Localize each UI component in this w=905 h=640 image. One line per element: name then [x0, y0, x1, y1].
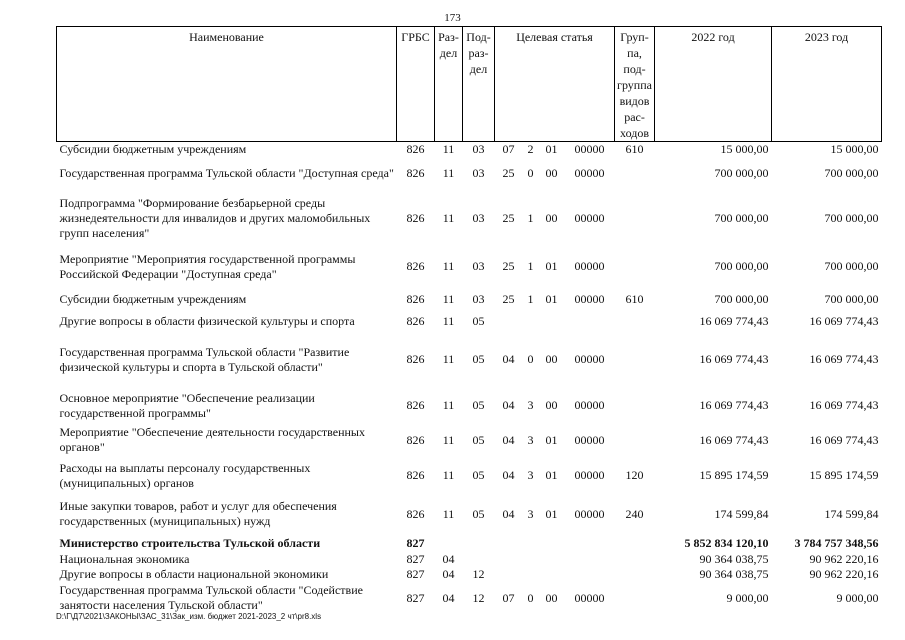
- row-target-subprogram: 3: [527, 468, 534, 482]
- row-podrazdel: 12: [472, 567, 485, 581]
- row-grbs: 826: [406, 210, 425, 225]
- row-target-subprogram: 1: [527, 291, 534, 306]
- row-target-subprogram: 1: [527, 259, 534, 273]
- row-target-event: [539, 311, 565, 331]
- row-razdel: 11: [442, 398, 455, 412]
- row-target-subprogram: 3: [527, 432, 534, 447]
- row-target-subprogram: [523, 567, 539, 582]
- row-target-program: 25: [502, 210, 515, 225]
- row-razdel: 11: [442, 506, 455, 521]
- row-target-program: [495, 552, 523, 567]
- row-podrazdel: 05: [472, 432, 485, 447]
- row-target-program: [495, 311, 523, 331]
- row-target-direction: 00000: [574, 432, 605, 447]
- row-amount-2023: 174 599,84: [824, 506, 879, 521]
- row-amount-2023: 16 069 774,43: [809, 432, 879, 447]
- row-amount-2022: 174 599,84: [714, 506, 769, 521]
- row-target-event: 01: [545, 142, 558, 156]
- row-razdel: 11: [442, 313, 455, 328]
- table-body: [57, 142, 882, 615]
- row-podrazdel: 05: [472, 313, 485, 328]
- footer-file-path: D:\Г\Д7\2021\ЗАКОНЫ\ЗАС_31\Зак_изм. бюджет 2021-2023_2 чт\pr8.xls: [56, 612, 322, 621]
- row-name: Субсидии бюджетным учреждениям: [59, 291, 247, 306]
- row-target-direction: 00000: [574, 291, 605, 306]
- page-number: 173: [444, 12, 461, 24]
- row-amount-2022: 15 000,00: [720, 142, 769, 156]
- table-row: [57, 567, 882, 582]
- budget-table: [56, 26, 882, 614]
- row-target-program: 04: [502, 506, 515, 521]
- row-target-direction: [565, 534, 615, 552]
- table-row: [57, 552, 882, 567]
- row-target-subprogram: 0: [527, 166, 534, 180]
- row-target-direction: [565, 567, 615, 582]
- row-podrazdel: 03: [472, 166, 485, 180]
- row-razdel: 04: [442, 552, 455, 566]
- row-target-program: [495, 567, 523, 582]
- row-name: Расходы на выплаты персоналу государственных (муниципальных) органов: [59, 460, 311, 490]
- row-amount-2023: 90 962 220,16: [809, 552, 879, 566]
- row-expense-group: [615, 388, 655, 423]
- row-expense-group: [615, 157, 655, 190]
- row-amount-2022: 16 069 774,43: [699, 352, 769, 366]
- row-amount-2023: 700 000,00: [824, 259, 879, 273]
- row-grbs: 826: [406, 398, 425, 412]
- row-grbs: 826: [406, 432, 425, 447]
- row-grbs: 826: [406, 259, 425, 273]
- row-target-event: 00: [545, 352, 558, 366]
- row-podrazdel: 05: [472, 398, 485, 412]
- row-name: Национальная экономика: [59, 552, 190, 566]
- table-row: [57, 582, 882, 614]
- row-amount-2022: 90 364 038,75: [699, 567, 769, 581]
- row-target-program: 04: [502, 432, 515, 447]
- row-podrazdel: 03: [472, 210, 485, 225]
- row-target-direction: 00000: [574, 468, 605, 482]
- row-target-event: 01: [545, 432, 558, 447]
- row-target-subprogram: 3: [527, 506, 534, 521]
- row-grbs: 826: [406, 166, 425, 180]
- row-target-subprogram: [523, 552, 539, 567]
- row-target-subprogram: [523, 534, 539, 552]
- table-row: [57, 246, 882, 287]
- row-target-direction: [565, 552, 615, 567]
- row-razdel: 11: [442, 352, 455, 366]
- row-amount-2023: 700 000,00: [824, 210, 879, 225]
- row-expense-group: [615, 190, 655, 246]
- row-name: Мероприятие "Мероприятия государственной программы Российской Федерации "Доступная среда": [59, 251, 356, 281]
- row-expense-group: [615, 552, 655, 567]
- row-target-event: 00: [545, 398, 558, 412]
- row-target-subprogram: 2: [527, 142, 534, 156]
- row-target-subprogram: 0: [527, 590, 534, 605]
- header-target: Целевая статья: [495, 27, 615, 142]
- row-amount-2022: 16 069 774,43: [699, 398, 769, 412]
- row-amount-2023: 700 000,00: [824, 291, 879, 306]
- row-grbs: 827: [406, 535, 425, 550]
- row-expense-group: [615, 246, 655, 287]
- row-target-direction: 00000: [574, 259, 605, 273]
- row-target-event: 00: [545, 210, 558, 225]
- row-razdel: 11: [442, 291, 455, 306]
- row-name: Министерство строительства Тульской области: [59, 535, 321, 550]
- header-podrazdel: Под-раз-дел: [463, 27, 495, 142]
- table-row: [57, 287, 882, 311]
- row-expense-group: 610: [625, 291, 644, 306]
- row-target-event: 01: [545, 468, 558, 482]
- row-target-program: 04: [502, 468, 515, 482]
- row-podrazdel: 12: [472, 590, 485, 605]
- row-grbs: 826: [406, 506, 425, 521]
- table-row: [57, 331, 882, 388]
- row-target-event: 01: [545, 259, 558, 273]
- row-target-program: [495, 534, 523, 552]
- header-razdel: Раз-дел: [435, 27, 463, 142]
- row-razdel: 11: [442, 166, 455, 180]
- row-razdel: 11: [442, 210, 455, 225]
- header-grbs: ГРБС: [397, 27, 435, 142]
- row-grbs: 827: [406, 567, 425, 581]
- table-row: [57, 190, 882, 246]
- row-name: Другие вопросы в области физической культуры и спорта: [59, 313, 355, 328]
- row-amount-2022: 700 000,00: [714, 166, 769, 180]
- row-grbs: 826: [406, 291, 425, 306]
- row-podrazdel: 05: [472, 506, 485, 521]
- row-amount-2022: 16 069 774,43: [699, 313, 769, 328]
- row-razdel: 04: [442, 590, 455, 605]
- row-amount-2023: 3 784 757 348,56: [794, 535, 879, 550]
- row-expense-group: [615, 567, 655, 582]
- row-expense-group: 240: [625, 506, 644, 521]
- row-razdel: 04: [442, 567, 455, 581]
- row-target-direction: 00000: [574, 398, 605, 412]
- row-amount-2022: 700 000,00: [714, 210, 769, 225]
- row-podrazdel: 05: [472, 468, 485, 482]
- row-name: Субсидии бюджетным учреждениям: [59, 142, 247, 156]
- row-amount-2023: 700 000,00: [824, 166, 879, 180]
- header-group: Груп-па, под-группа видов рас-ходов: [615, 27, 655, 142]
- row-razdel: 11: [442, 142, 455, 156]
- header-name: Наименование: [57, 27, 397, 142]
- row-grbs: 826: [406, 313, 425, 328]
- row-target-direction: 00000: [574, 590, 605, 605]
- row-amount-2023: 15 895 174,59: [809, 468, 879, 482]
- row-name: Мероприятие "Обеспечение деятельности государственных органов": [59, 425, 365, 454]
- row-target-direction: 00000: [574, 506, 605, 521]
- row-amount-2023: 15 000,00: [830, 142, 879, 156]
- row-razdel: 11: [442, 432, 455, 447]
- row-grbs: 826: [406, 468, 425, 482]
- row-grbs: 826: [406, 142, 425, 156]
- row-razdel: [435, 534, 463, 552]
- row-expense-group: [615, 311, 655, 331]
- row-target-program: 07: [502, 590, 515, 605]
- row-target-subprogram: 3: [527, 398, 534, 412]
- row-target-program: 04: [502, 398, 515, 412]
- row-amount-2022: 9 000,00: [726, 590, 769, 605]
- row-target-event: [539, 567, 565, 582]
- table-row: [57, 423, 882, 457]
- row-target-event: [539, 534, 565, 552]
- row-name: Подпрограмма "Формирование безбарьерной среды жизнедеятельности для инвалидов и других маломобильных групп населения": [59, 195, 371, 240]
- row-target-direction: 00000: [574, 210, 605, 225]
- table-row: [57, 142, 882, 158]
- row-name: Государственная программа Тульской области "Содействие занятости населения Тульской области": [59, 583, 363, 612]
- row-amount-2022: 5 852 834 120,10: [684, 535, 769, 550]
- row-grbs: 827: [406, 590, 425, 605]
- row-target-event: [539, 552, 565, 567]
- row-target-event: 01: [545, 506, 558, 521]
- row-expense-group: [615, 582, 655, 614]
- row-name: Иные закупки товаров, работ и услуг для обеспечения государственных (муниципальных) нужд: [59, 499, 337, 528]
- row-expense-group: [615, 331, 655, 388]
- row-target-subprogram: 0: [527, 352, 534, 366]
- table-row: [57, 157, 882, 190]
- row-podrazdel: [463, 552, 495, 567]
- row-podrazdel: [463, 534, 495, 552]
- row-target-program: 25: [502, 259, 515, 273]
- table-row: [57, 388, 882, 423]
- table-header-row: [57, 27, 882, 142]
- row-target-program: 04: [502, 352, 515, 366]
- row-amount-2022: 700 000,00: [714, 259, 769, 273]
- row-amount-2023: 9 000,00: [836, 590, 879, 605]
- row-amount-2023: 16 069 774,43: [809, 313, 879, 328]
- row-expense-group: 610: [625, 142, 644, 156]
- row-grbs: 826: [406, 352, 425, 366]
- row-expense-group: 120: [625, 468, 644, 482]
- row-name: Основное мероприятие "Обеспечение реализации государственной программы": [59, 390, 315, 420]
- row-expense-group: [615, 423, 655, 457]
- row-target-event: 00: [545, 590, 558, 605]
- table-row: [57, 534, 882, 552]
- row-target-direction: 00000: [574, 352, 605, 366]
- row-target-direction: [565, 311, 615, 331]
- row-target-direction: 00000: [574, 166, 605, 180]
- row-podrazdel: 03: [472, 142, 485, 156]
- row-amount-2022: 700 000,00: [714, 291, 769, 306]
- row-target-event: 01: [545, 291, 558, 306]
- row-razdel: 11: [442, 468, 455, 482]
- row-amount-2023: 16 069 774,43: [809, 398, 879, 412]
- row-target-subprogram: 1: [527, 210, 534, 225]
- row-expense-group: [615, 534, 655, 552]
- row-amount-2022: 16 069 774,43: [699, 432, 769, 447]
- header-2022: 2022 год: [655, 27, 772, 142]
- row-amount-2023: 90 962 220,16: [809, 567, 879, 581]
- row-target-program: 07: [502, 142, 515, 156]
- row-name: Другие вопросы в области национальной экономики: [59, 567, 329, 581]
- row-name: Государственная программа Тульской области "Развитие физической культуры и спорта в Тульской области": [59, 344, 350, 374]
- table-row: [57, 311, 882, 331]
- row-target-event: 00: [545, 166, 558, 180]
- row-amount-2023: 16 069 774,43: [809, 352, 879, 366]
- row-amount-2022: 15 895 174,59: [699, 468, 769, 482]
- row-target-subprogram: [523, 311, 539, 331]
- table-row: [57, 494, 882, 534]
- row-podrazdel: 03: [472, 291, 485, 306]
- row-target-program: 25: [502, 291, 515, 306]
- row-grbs: 827: [406, 552, 425, 566]
- row-razdel: 11: [442, 259, 455, 273]
- row-target-direction: 00000: [574, 142, 605, 156]
- row-name: Государственная программа Тульской области "Доступная среда": [59, 166, 394, 180]
- table-row: [57, 457, 882, 494]
- row-target-program: 25: [502, 166, 515, 180]
- row-podrazdel: 05: [472, 352, 485, 366]
- row-amount-2022: 90 364 038,75: [699, 552, 769, 566]
- header-2023: 2023 год: [772, 27, 882, 142]
- row-podrazdel: 03: [472, 259, 485, 273]
